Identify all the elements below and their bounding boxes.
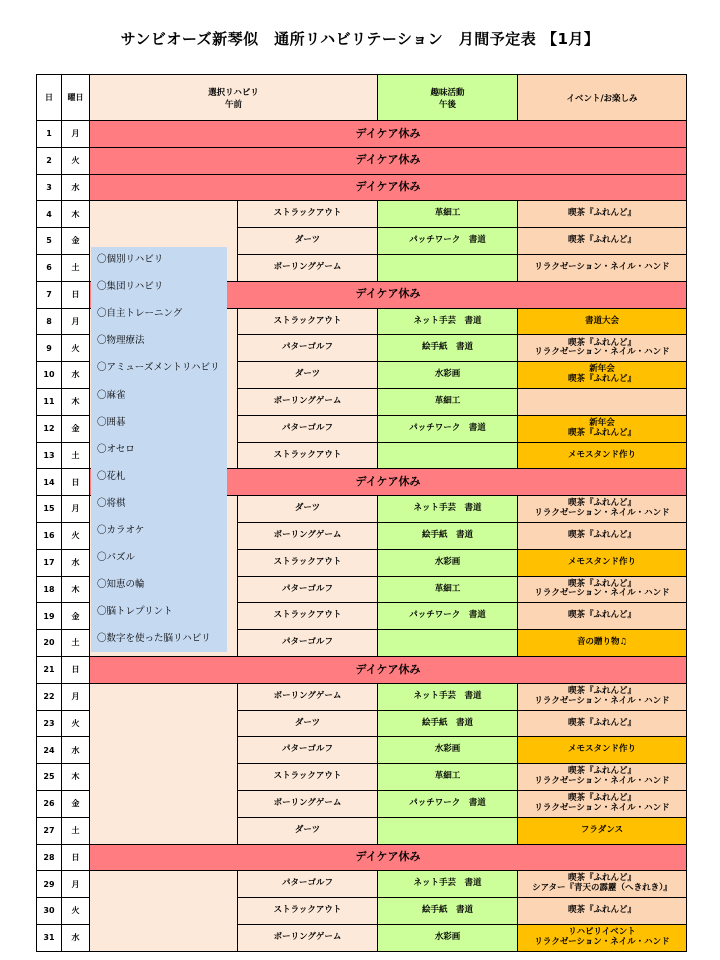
weekday-cell: 金: [62, 228, 90, 255]
day-cell: 19: [37, 603, 62, 630]
am-activity-cell: ボーリングゲーム: [238, 522, 378, 549]
event-line: 喫茶『ふれんど』: [567, 208, 636, 219]
event-line: リラクゼーション・ネイル・ハンド: [534, 262, 670, 272]
pm-activity-cell: ネット手芸 書道: [378, 308, 518, 335]
event-cell: [518, 898, 687, 925]
day-cell: 11: [37, 388, 62, 415]
pm-activity-cell: [378, 254, 518, 281]
am-activity-cell: ダーツ: [238, 496, 378, 523]
weekday-cell: 日: [62, 656, 90, 683]
event-line-2: シアター『青天の霹靂（へきれき）』: [532, 883, 672, 894]
pm-activity-cell: パッチワーク 書道: [378, 790, 518, 817]
event-line: 新年会: [589, 417, 615, 428]
rest-cell: デイケア休み: [90, 174, 687, 201]
day-cell: 16: [37, 522, 62, 549]
rehab-menu-item: 〇物理療法: [97, 335, 145, 347]
weekday-cell: 日: [62, 469, 90, 496]
pm-activity-cell: [378, 817, 518, 844]
event-cell: [518, 764, 687, 791]
rehab-menu-item: 〇囲碁: [97, 416, 126, 428]
pm-activity-cell: 水彩画: [378, 549, 518, 576]
event-line-2: リラクゼーション・ネイル・ハンド: [534, 508, 670, 519]
day-cell: 8: [37, 308, 62, 335]
rest-cell: デイケア休み: [90, 656, 687, 683]
am-activity-cell: ストラックアウト: [238, 603, 378, 630]
day-cell: 28: [37, 844, 62, 871]
table-row: [37, 871, 687, 898]
am-activity-cell: パターゴルフ: [238, 335, 378, 362]
am-selection-cell: [90, 683, 238, 844]
event-cell: [518, 496, 687, 523]
am-activity-cell: ストラックアウト: [238, 898, 378, 925]
am-activity-cell: ボーリングゲーム: [238, 924, 378, 951]
event-line: 書道大会: [584, 315, 619, 326]
am-activity-cell: ボーリングゲーム: [238, 254, 378, 281]
am-activity-cell: ストラックアウト: [238, 442, 378, 469]
day-cell: 14: [37, 469, 62, 496]
weekday-cell: 金: [62, 415, 90, 442]
rehab-menu-item: 〇脳トレプリント: [97, 606, 173, 618]
header-row: [37, 75, 687, 121]
table-row: [37, 174, 687, 201]
am-activity-cell: パターゴルフ: [238, 871, 378, 898]
event-cell: [518, 603, 687, 630]
weekday-cell: 金: [62, 603, 90, 630]
table-row: [37, 844, 687, 871]
pm-activity-cell: 革細工: [378, 388, 518, 415]
event-line-2: 喫茶『ふれんど』: [567, 374, 636, 385]
day-cell: 26: [37, 790, 62, 817]
weekday-cell: 月: [62, 871, 90, 898]
am-activity-cell: ダーツ: [238, 817, 378, 844]
table-row: [37, 147, 687, 174]
event-cell: [518, 362, 687, 389]
pm-activity-cell: 革細工: [378, 201, 518, 228]
event-line: 喫茶『ふれんど』: [567, 578, 636, 589]
event-line: 喫茶『ふれんど』: [567, 766, 636, 777]
event-cell: [518, 576, 687, 603]
rest-cell: デイケア休み: [90, 147, 687, 174]
pm-activity-cell: [378, 442, 518, 469]
weekday-cell: 火: [62, 898, 90, 925]
weekday-cell: 火: [62, 335, 90, 362]
am-activity-cell: パターゴルフ: [238, 415, 378, 442]
day-cell: 23: [37, 710, 62, 737]
pm-activity-cell: パッチワーク 書道: [378, 228, 518, 255]
day-cell: 18: [37, 576, 62, 603]
weekday-cell: 日: [62, 844, 90, 871]
day-cell: 29: [37, 871, 62, 898]
pm-activity-cell: 絵手紙 書道: [378, 335, 518, 362]
weekday-cell: 水: [62, 549, 90, 576]
day-cell: 30: [37, 898, 62, 925]
am-activity-cell: ストラックアウト: [238, 764, 378, 791]
rest-cell: デイケア休み: [90, 844, 687, 871]
event-cell: [518, 442, 687, 469]
event-cell: [518, 683, 687, 710]
day-cell: 15: [37, 496, 62, 523]
rehab-menu-item: 〇自主トレーニング: [97, 308, 183, 320]
am-activity-cell: ストラックアウト: [238, 308, 378, 335]
rehab-menu-item: 〇カラオケ: [97, 525, 145, 536]
event-cell: [518, 201, 687, 228]
rest-cell: デイケア休み: [90, 121, 687, 148]
weekday-cell: 火: [62, 710, 90, 737]
table-row: [37, 201, 687, 228]
event-cell: [518, 630, 687, 657]
am-activity-cell: ボーリングゲーム: [238, 790, 378, 817]
day-cell: 1: [37, 121, 62, 148]
weekday-cell: 月: [62, 496, 90, 523]
event-cell: [518, 415, 687, 442]
header-am-sub: 午前: [224, 99, 242, 110]
event-line: 喫茶『ふれんど』: [567, 717, 636, 728]
day-cell: 10: [37, 362, 62, 389]
event-line: 新年会: [589, 364, 615, 375]
pm-activity-cell: 絵手紙 書道: [378, 898, 518, 925]
event-cell: [518, 335, 687, 362]
event-line: リハビリイベント: [568, 927, 636, 938]
day-cell: 13: [37, 442, 62, 469]
pm-activity-cell: 革細工: [378, 576, 518, 603]
event-cell: [518, 817, 687, 844]
weekday-cell: 木: [62, 764, 90, 791]
day-cell: 2: [37, 147, 62, 174]
event-line-2: リラクゼーション・ネイル・ハンド: [534, 776, 670, 787]
am-activity-cell: ダーツ: [238, 228, 378, 255]
day-cell: 31: [37, 924, 62, 951]
event-line-2: リラクゼーション・ネイル・ハンド: [534, 695, 670, 706]
event-line: 喫茶『ふれんど』: [567, 337, 636, 348]
event-cell: [518, 228, 687, 255]
day-cell: 22: [37, 683, 62, 710]
am-activity-cell: ダーツ: [238, 710, 378, 737]
day-cell: 4: [37, 201, 62, 228]
event-line-2: リラクゼーション・ネイル・ハンド: [534, 936, 670, 947]
day-cell: 9: [37, 335, 62, 362]
pm-activity-cell: 水彩画: [378, 362, 518, 389]
day-cell: 17: [37, 549, 62, 576]
event-cell: [518, 254, 687, 281]
weekday-cell: 月: [62, 683, 90, 710]
pm-activity-cell: ネット手芸 書道: [378, 871, 518, 898]
day-cell: 5: [37, 228, 62, 255]
event-line: 喫茶『ふれんど』: [567, 498, 636, 509]
am-selection-cell: [90, 871, 238, 951]
am-activity-cell: ボーリングゲーム: [238, 388, 378, 415]
pm-activity-cell: 水彩画: [378, 924, 518, 951]
rehab-menu-item: 〇個別リハビリ: [97, 254, 164, 265]
weekday-cell: 日: [62, 281, 90, 308]
rehab-menu-item: 〇花札: [97, 470, 126, 482]
weekday-cell: 火: [62, 147, 90, 174]
weekday-cell: 月: [62, 308, 90, 335]
event-line: メモスタンド作り: [567, 744, 636, 755]
day-cell: 6: [37, 254, 62, 281]
rehab-menu-item: 〇将棋: [97, 497, 126, 509]
pm-activity-cell: 絵手紙 書道: [378, 710, 518, 737]
day-cell: 25: [37, 764, 62, 791]
am-activity-cell: ストラックアウト: [238, 549, 378, 576]
pm-activity-cell: パッチワーク 書道: [378, 415, 518, 442]
weekday-cell: 土: [62, 442, 90, 469]
weekday-cell: 水: [62, 174, 90, 201]
header-day: 日: [37, 75, 62, 121]
am-activity-cell: パターゴルフ: [238, 630, 378, 657]
rehab-menu-item: 〇オセロ: [97, 443, 135, 455]
event-line: 喫茶『ふれんど』: [567, 905, 636, 916]
weekday-cell: 土: [62, 630, 90, 657]
event-line-2: リラクゼーション・ネイル・ハンド: [534, 347, 670, 358]
weekday-cell: 金: [62, 790, 90, 817]
rehab-menu-item: 〇パズル: [97, 552, 136, 564]
weekday-cell: 月: [62, 121, 90, 148]
table-row: [37, 656, 687, 683]
event-line-2: リラクゼーション・ネイル・ハンド: [534, 588, 670, 599]
table-row: [37, 121, 687, 148]
am-activity-cell: ストラックアウト: [238, 201, 378, 228]
header-pm-sub: 午後: [438, 99, 456, 110]
rehab-menu-item: 〇集団リハビリ: [97, 281, 164, 293]
day-cell: 12: [37, 415, 62, 442]
event-line-2: 喫茶『ふれんど』: [567, 427, 636, 438]
page-title: サンビオーズ新琴似 通所リハビリテーション 月間予定表 【1月】: [120, 30, 600, 48]
event-line: 喫茶『ふれんど』: [567, 235, 636, 246]
weekday-cell: 水: [62, 737, 90, 764]
weekday-cell: 火: [62, 522, 90, 549]
pm-activity-cell: パッチワーク 書道: [378, 603, 518, 630]
header-weekday: 曜日: [62, 75, 90, 121]
day-cell: 24: [37, 737, 62, 764]
am-activity-cell: ボーリングゲーム: [238, 683, 378, 710]
pm-activity-cell: 絵手紙 書道: [378, 522, 518, 549]
event-cell: [518, 388, 687, 415]
day-cell: 7: [37, 281, 62, 308]
rest-cell: デイケア休み: [90, 281, 687, 308]
header-event: イベント/お楽しみ: [518, 75, 687, 121]
rehab-menu-box: [91, 247, 227, 652]
day-cell: 3: [37, 174, 62, 201]
event-cell: [518, 308, 687, 335]
header-pm: [378, 75, 518, 121]
rest-cell: デイケア休み: [90, 469, 687, 496]
event-line: メモスタンド作り: [567, 449, 636, 460]
am-activity-cell: パターゴルフ: [238, 737, 378, 764]
event-line: 音の贈り物♫: [576, 637, 628, 648]
pm-activity-cell: 水彩画: [378, 737, 518, 764]
event-cell: [518, 924, 687, 951]
event-line: 喫茶『ふれんど』: [567, 610, 636, 621]
weekday-cell: 土: [62, 254, 90, 281]
day-cell: 20: [37, 630, 62, 657]
event-line-2: リラクゼーション・ネイル・ハンド: [534, 802, 670, 813]
event-line: 喫茶『ふれんど』: [567, 873, 636, 884]
event-line: 喫茶『ふれんど』: [567, 793, 636, 804]
pm-activity-cell: [378, 630, 518, 657]
weekday-cell: 木: [62, 576, 90, 603]
event-line: 喫茶『ふれんど』: [567, 685, 636, 696]
table-row: [37, 683, 687, 710]
header-am-title: 選択リハビリ: [208, 87, 259, 98]
pm-activity-cell: ネット手芸 書道: [378, 496, 518, 523]
event-cell: [518, 522, 687, 549]
rehab-menu-item: 〇アミューズメントリハビリ: [97, 362, 220, 374]
event-line: フラダンス: [580, 824, 624, 835]
am-activity-cell: パターゴルフ: [238, 576, 378, 603]
event-line: メモスタンド作り: [567, 556, 636, 567]
event-cell: [518, 790, 687, 817]
event-line: 喫茶『ふれんど』: [567, 529, 636, 540]
weekday-cell: 水: [62, 362, 90, 389]
rehab-menu-item: 〇数字を使った脳リハビリ: [97, 633, 211, 645]
day-cell: 21: [37, 656, 62, 683]
header-pm-title: 趣味活動: [430, 87, 465, 98]
weekday-cell: 木: [62, 201, 90, 228]
rehab-menu-item: 〇麻雀: [97, 389, 126, 401]
event-cell: [518, 871, 687, 898]
am-activity-cell: ダーツ: [238, 362, 378, 389]
weekday-cell: 土: [62, 817, 90, 844]
pm-activity-cell: 革細工: [378, 764, 518, 791]
event-cell: [518, 549, 687, 576]
event-cell: [518, 737, 687, 764]
event-cell: [518, 710, 687, 737]
header-am: [90, 75, 378, 121]
rehab-menu-item: 〇知恵の輪: [97, 579, 145, 591]
pm-activity-cell: ネット手芸 書道: [378, 683, 518, 710]
day-cell: 27: [37, 817, 62, 844]
weekday-cell: 水: [62, 924, 90, 951]
weekday-cell: 木: [62, 388, 90, 415]
